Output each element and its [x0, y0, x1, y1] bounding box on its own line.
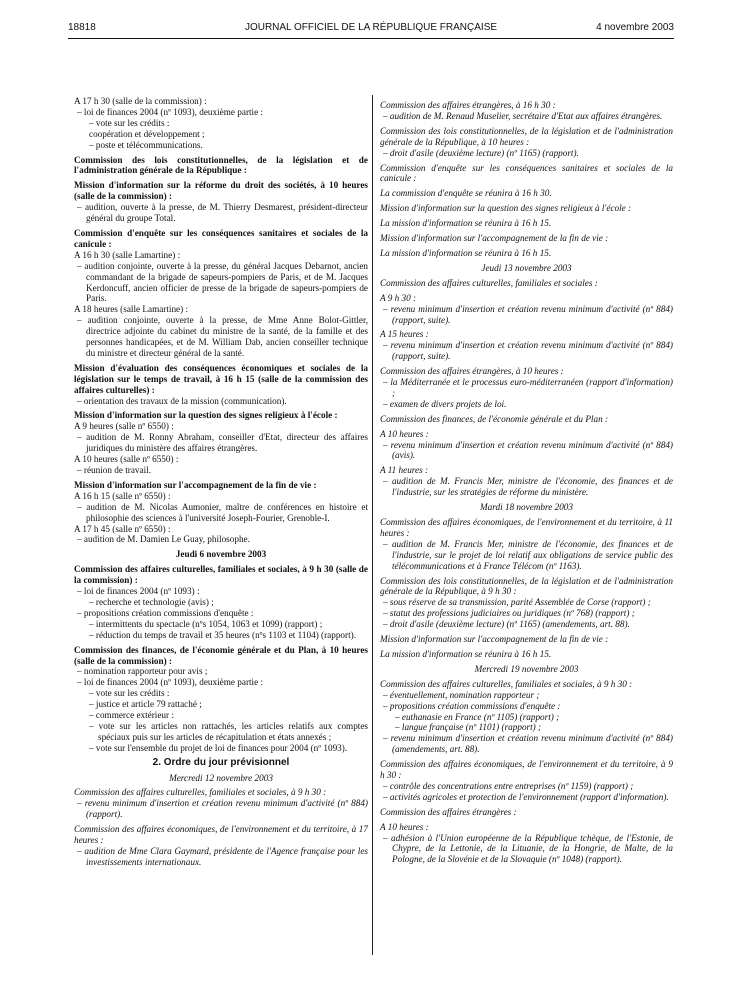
italic-paragraph: La mission d'information se réunira à 16 h 15.: [380, 247, 552, 258]
list-item: – loi de finances 2004 (nº 1093) :: [77, 586, 200, 597]
list-subitem: – poste et télécommunications.: [89, 139, 203, 150]
list-item: – statut des professions judiciaires ou juridiques (nº 768) (rapport) ;: [383, 608, 635, 619]
list-item: – loi de finances 2004 (nº 1093), deuxième partie :: [77, 677, 264, 688]
date-heading: Mercredi 19 novembre 2003: [474, 663, 579, 674]
italic-paragraph: A 9 h 30 :: [380, 292, 417, 303]
list-item: – nomination rapporteur pour avis ;: [77, 666, 208, 677]
list-subitem: – réduction du temps de travail et 35 heures (nºs 1103 et 1104) (rapport).: [89, 629, 356, 640]
committee-heading: Mission d'évaluation des conséquences économiques et sociales de la législation sur le temps de travail, à 16 h 15 (salle de la commission des affaires culturelles) :: [74, 362, 368, 395]
list-item: – orientation des travaux de la mission (communication).: [77, 395, 287, 406]
list-item: – loi de finances 2004 (nº 1093), deuxième partie :: [77, 106, 264, 117]
list-item: – audition de M. Francis Mer, ministre de l'économie, des finances et de l'industrie, sur le projet de loi relatif aux obligations de service public des télécommunications et à France Télécom (nº 1163).: [383, 538, 673, 571]
list-subitem: – vote sur l'ensemble du projet de loi de finances pour 2004 (nº 1093).: [89, 742, 348, 753]
list-item: – audition de M. Francis Mer, ministre de l'économie, des finances et de l'industrie, sur les stratégies de réforme du ministère.: [383, 476, 673, 498]
list-item: – audition de M. Ronny Abraham, conseiller d'Etat, directeur des affaires juridiques du ministère des affaires étrangères.: [77, 432, 368, 454]
list-item: – réunion de travail.: [77, 465, 151, 475]
italic-paragraph: A 15 heures :: [380, 329, 429, 340]
committee-heading: Mission d'information sur la question des signes religieux à l'école :: [74, 410, 338, 421]
italic-paragraph: La commission d'enquête se réunira à 16 h 30.: [380, 188, 552, 199]
committee-heading: Mission d'information sur la réforme du droit des sociétés, à 10 heures (salle de la commission) :: [74, 180, 368, 202]
list-item: – revenu minimum d'insertion et création revenu minimum d'activité (nº 884) (rapport, suite).: [383, 340, 673, 362]
section-heading: 2. Ordre du jour prévisionnel: [152, 756, 290, 768]
italic-paragraph: Commission des affaires étrangères :: [380, 806, 517, 817]
list-item: – audition de M. Damien Le Guay, philosophe.: [77, 534, 250, 545]
italic-paragraph: Mission d'information sur l'accompagnement de la fin de vie :: [380, 233, 609, 244]
paragraph: A 17 h 30 (salle de la commission) :: [74, 96, 207, 106]
list-item: – activités agricoles et protection de l'environnement (rapport d'information).: [383, 791, 669, 802]
date-heading: Mardi 18 novembre 2003: [480, 502, 573, 513]
list-item: – droit d'asile (deuxième lecture) (nº 1165) (rapport).: [383, 147, 579, 158]
italic-paragraph: Commission d'enquête sur les conséquences sanitaires et sociales de la canicule :: [380, 162, 673, 184]
italic-paragraph: Commission des affaires étrangères, à 16 h 30 :: [380, 100, 556, 110]
italic-paragraph: Commission des affaires culturelles, familiales et sociales, à 9 h 30 :: [380, 678, 633, 689]
committee-heading: Commission des affaires culturelles, familiales et sociales, à 9 h 30 (salle de la commission) :: [74, 564, 368, 586]
list-item: – audition de Mme Clara Gaymard, présidente de l'Agence française pour les investissements internationaux.: [77, 846, 368, 867]
italic-paragraph: A 11 heures :: [380, 465, 429, 476]
list-subitem: – vote sur les articles non rattachés, les articles relatifs aux comptes spéciaux puis sur les articles de récapitulation et états annexés ;: [89, 720, 368, 742]
paragraph: A 9 heures (salle nº 6550) :: [74, 421, 174, 432]
paragraph: A 16 h 15 (salle nº 6550) :: [74, 490, 171, 501]
page-header: [68, 22, 674, 36]
italic-paragraph: Commission des affaires culturelles, familiales et sociales, à 9 h 30 :: [74, 787, 327, 798]
italic-paragraph: La mission d'information se réunira à 16 h 15.: [380, 218, 552, 229]
list-item: – contrôle des concentrations entre entreprises (nº 1159) (rapport) ;: [383, 780, 634, 791]
italic-paragraph: La mission d'information se réunira à 16 h 15.: [380, 648, 552, 659]
paragraph: A 17 h 45 (salle nº 6550) :: [74, 523, 171, 534]
list-subitem: – justice et article 79 rattaché ;: [89, 699, 202, 710]
paragraph: A 18 heures (salle Lamartine) :: [74, 304, 189, 315]
list-subitem: – euthanasie en France (nº 1105) (rapport) ;: [395, 711, 560, 722]
list-item: – propositions création commissions d'enquête :: [77, 607, 254, 618]
list-item: – audition conjointe, ouverte à la presse, du général Jacques Debarnot, ancien commandant de la brigade de sapeurs-pompiers de Paris, et de M. Jacques Kerdoncuff, ancien officier de presse de la brigade de sapeurs-pompiers de Paris.: [77, 260, 368, 304]
italic-paragraph: Commission des affaires étrangères, à 10 heures :: [380, 366, 564, 377]
list-item: – audition conjointe, ouverte à la presse, de Mme Anne Bolot-Gittler, directrice adjointe du cabinet du ministre de la santé, de la famille et des personnes handicapées, et de M. William Dab, ancien conseiller technique du ministre et directeur général de la santé.: [77, 315, 368, 358]
list-subitem: – langue française (nº 1101) (rapport) ;: [395, 722, 542, 733]
italic-paragraph: Commission des lois constitutionnelles, de la législation et de l'administration générale de la République, à 9 h 30 :: [380, 575, 673, 597]
list-item: – adhésion à l'Union européenne de la République tchèque, de l'Estonie, de Chypre, de la Lettonie, de la Lituanie, de la Hongrie, de Malte, de la Pologne, de la Slovénie et de la Slovaquie (nº 1048) (rapport).: [383, 832, 673, 865]
committee-heading: Commission d'enquête sur les conséquences sanitaires et sociales de la canicule :: [74, 227, 368, 249]
italic-paragraph: Commission des affaires économiques, de l'environnement et du territoire, à 17 heures :: [74, 824, 368, 846]
italic-paragraph: Commission des affaires économiques, de l'environnement et du territoire, à 9 h 30 :: [380, 759, 673, 781]
list-item: – audition de M. Nicolas Aumonier, maître de conférences en histoire et philosophie des sciences à l'université Joseph-Fourier, Grenoble-I.: [77, 501, 368, 523]
italic-paragraph: A 10 heures :: [380, 821, 429, 832]
date-heading: Jeudi 6 novembre 2003: [175, 549, 267, 560]
issue-date: 4 novembre 2003: [596, 22, 674, 33]
italic-paragraph: Commission des finances, de l'économie générale et du Plan :: [380, 413, 609, 424]
list-subitem: – intermittents du spectacle (nºs 1054, 1063 et 1099) (rapport) ;: [89, 618, 323, 629]
paragraph: A 16 h 30 (salle Lamartine) :: [74, 249, 181, 260]
left-column: [74, 96, 368, 868]
italic-paragraph: Commission des affaires culturelles, familiales et sociales :: [380, 277, 598, 288]
list-item: – examen de divers projets de loi.: [383, 398, 507, 409]
list-subitem: – vote sur les crédits :: [89, 117, 170, 128]
list-item: – audition, ouverte à la presse, de M. Thierry Desmarest, président-directeur général du groupe Total.: [77, 202, 368, 224]
committee-heading: Mission d'information sur l'accompagnement de la fin de vie :: [74, 479, 317, 490]
list-item: – droit d'asile (deuxième lecture) (nº 1165) (amendements, art. 88).: [383, 619, 630, 630]
italic-paragraph: Mission d'information sur la question des signes religieux à l'école :: [380, 203, 632, 214]
italic-paragraph: Mission d'information sur l'accompagnement de la fin de vie :: [380, 634, 609, 645]
journal-title: JOURNAL OFFICIEL DE LA RÉPUBLIQUE FRANÇAISE: [244, 22, 498, 33]
list-item: – revenu minimum d'insertion et création revenu minimum d'activité (nº 884) (avis).: [383, 439, 673, 461]
committee-heading: Commission des finances, de l'économie générale et du Plan, à 10 heures (salle de la commission) :: [74, 644, 368, 666]
list-item: – revenu minimum d'insertion et création revenu minimum d'activité (nº 884) (rapport).: [77, 798, 368, 820]
right-column: [380, 96, 673, 865]
list-subitem: – vote sur les crédits :: [89, 688, 170, 699]
list-subitem: – commerce extérieur :: [89, 710, 174, 721]
list-item: – audition de M. Renaud Muselier, secrétaire d'Etat aux affaires étrangères.: [383, 110, 663, 121]
list-item: – propositions création commissions d'enquête :: [383, 700, 561, 711]
list-item: – sous réserve de sa transmission, parité Assemblée de Corse (rapport) ;: [383, 597, 651, 608]
italic-paragraph: Commission des lois constitutionnelles, de la législation et de l'administration générale de la République, à 10 heures :: [380, 125, 673, 147]
date-heading: Mercredi 12 novembre 2003: [169, 772, 273, 783]
list-item: – revenu minimum d'insertion et création revenu minimum d'activité (nº 884) (rapport, suite).: [383, 303, 673, 325]
list-subitem: coopération et développement ;: [89, 128, 205, 139]
italic-paragraph: Commission des affaires économiques, de l'environnement et du territoire, à 11 heures :: [380, 517, 673, 538]
date-heading: Jeudi 13 novembre 2003: [481, 262, 572, 273]
page-number: 18818: [68, 22, 96, 33]
list-item: – éventuellement, nomination rapporteur ;: [383, 689, 540, 700]
list-item: – la Méditerranée et le processus euro-méditerranéen (rapport d'information) ;: [383, 377, 673, 398]
list-subitem: – recherche et technologie (avis) ;: [89, 596, 214, 607]
italic-paragraph: A 10 heures :: [380, 428, 429, 439]
paragraph: A 10 heures (salle nº 6550) :: [74, 454, 179, 465]
committee-heading: Commission des lois constitutionnelles, de la législation et de l'administration générale de la République :: [74, 154, 368, 176]
header-rule: [68, 38, 674, 39]
column-divider: [372, 95, 373, 955]
list-item: – revenu minimum d'insertion et création revenu minimum d'activité (nº 884) (amendements, art. 88).: [383, 733, 673, 755]
